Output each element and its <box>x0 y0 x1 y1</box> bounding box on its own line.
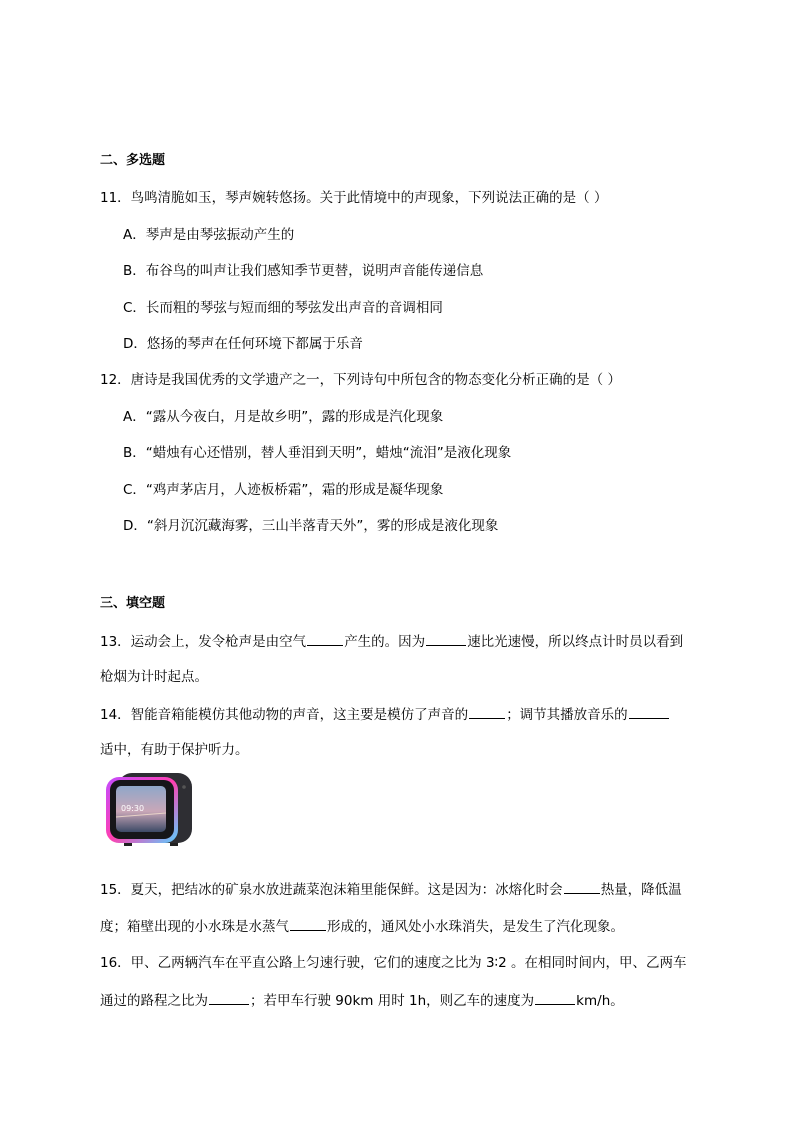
section-heading-multi-choice: 二、多选题 <box>100 153 166 168</box>
answer-blank[interactable] <box>469 705 505 719</box>
question-16-line-1: 16．甲、乙两辆汽车在平直公路上匀速行驶，它们的速度之比为 3∶2 。在相同时间内，甲、乙两车 <box>100 955 687 971</box>
question-11-option-d: D．悠扬的琴声在任何环境下都属于乐音 <box>123 336 363 352</box>
question-16-line-2 <box>100 991 624 1010</box>
answer-blank[interactable] <box>290 917 326 931</box>
question-13-text-1: 13．运动会上，发令枪声是由空气 <box>100 634 307 650</box>
question-12-option-d: D．“斜月沉沉藏海雾，三山半落青天外”，雾的形成是液化现象 <box>123 518 499 534</box>
question-15-line-1 <box>100 880 682 899</box>
question-12-option-a: A．“露从今夜白，月是故乡明”，露的形成是汽化现象 <box>123 409 444 425</box>
answer-blank[interactable] <box>629 705 669 719</box>
question-13-line-1 <box>100 632 683 651</box>
answer-blank[interactable] <box>209 991 249 1005</box>
question-14-text-1: 14．智能音箱能模仿其他动物的声音，这主要是模仿了声音的 <box>100 707 469 723</box>
question-11-option-b: B．布谷鸟的叫声让我们感知季节更替，说明声音能传递信息 <box>123 263 484 279</box>
question-16-text-3: ；若甲车行驶 90km 用时 1h，则乙车的速度为 <box>250 993 535 1009</box>
question-16-text-2: 通过的路程之比为 <box>100 993 208 1009</box>
question-16-text-4: km/h。 <box>576 993 624 1009</box>
answer-blank[interactable] <box>535 991 575 1005</box>
device-clock-text: 09:30 <box>121 804 145 813</box>
answer-blank[interactable] <box>564 880 600 894</box>
smart-speaker-image <box>104 769 196 849</box>
question-14-line-1 <box>100 705 670 724</box>
question-15-text-4: 形成的，通风处小水珠消失，是发生了汽化现象。 <box>327 919 624 935</box>
question-14-text-2: ；调节其播放音乐的 <box>506 707 628 723</box>
question-15-text-1: 15．夏天，把结冰的矿泉水放进蔬菜泡沫箱里能保鲜。这是因为：冰熔化时会 <box>100 882 563 898</box>
question-13-text-3: 速比光速慢，所以终点计时员以看到 <box>467 634 684 650</box>
question-13-line-2: 枪烟为计时起点。 <box>100 669 208 685</box>
question-12-option-b: B．“蜡烛有心还惜别，替人垂泪到天明”，蜡烛“流泪”是液化现象 <box>123 445 512 461</box>
question-15-text-3: 度；箱壁出现的小水珠是水蒸气 <box>100 919 289 935</box>
question-13-text-2: 产生的。因为 <box>344 634 426 650</box>
question-15-text-2: 热量，降低温 <box>600 882 682 898</box>
section-heading-fill-blank: 三、填空题 <box>100 596 166 611</box>
answer-blank[interactable] <box>307 632 343 646</box>
question-11-stem: 11．鸟鸣清脆如玉，琴声婉转悠扬。关于此情境中的声现象，下列说法正确的是（ ） <box>100 190 608 206</box>
question-14-line-2: 适中，有助于保护听力。 <box>100 742 249 758</box>
answer-blank[interactable] <box>426 632 466 646</box>
question-12-option-c: C．“鸡声茅店月，人迹板桥霜”，霜的形成是凝华现象 <box>123 482 444 498</box>
question-11-option-c: C．长而粗的琴弦与短而细的琴弦发出声音的音调相同 <box>123 300 443 316</box>
question-11-option-a: A．琴声是由琴弦振动产生的 <box>123 227 295 243</box>
question-15-line-2 <box>100 917 624 936</box>
question-12-stem: 12．唐诗是我国优秀的文学遗产之一，下列诗句中所包含的物态变化分析正确的是（ ） <box>100 372 621 388</box>
